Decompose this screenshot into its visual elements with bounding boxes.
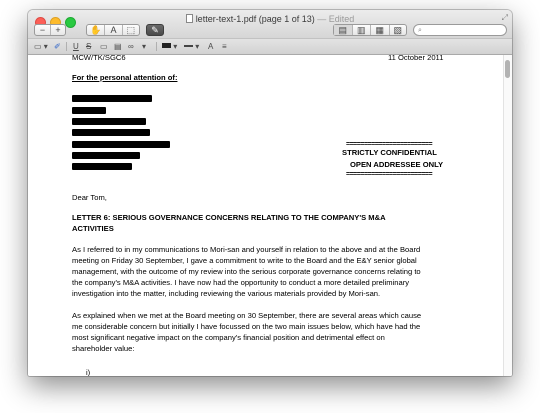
text-select-button[interactable]: A bbox=[104, 25, 121, 35]
fullscreen-icon[interactable]: ⤢ bbox=[501, 13, 508, 22]
title-bar bbox=[28, 10, 512, 38]
preview-window bbox=[28, 10, 512, 376]
letter-heading-line-2: ACTIVITIES bbox=[72, 224, 114, 233]
zoom-in-button[interactable]: + bbox=[50, 25, 65, 35]
strikethrough-button[interactable]: S bbox=[86, 42, 92, 51]
list-icon[interactable]: ≡ bbox=[222, 42, 227, 51]
view-continuous-button[interactable]: ▦ bbox=[370, 25, 389, 35]
search-field[interactable] bbox=[413, 24, 507, 36]
pdf-page bbox=[72, 55, 472, 376]
rect-select-button[interactable]: ⬚ bbox=[122, 25, 139, 35]
annotate-toggle-button[interactable]: ✎ bbox=[146, 24, 164, 36]
highlight-icon[interactable]: ✐ bbox=[54, 42, 61, 51]
redacted-address-line bbox=[72, 107, 106, 114]
border-color-chevron: ▾ bbox=[173, 42, 178, 51]
addressee-only-label: OPEN ADDRESSEE ONLY bbox=[350, 160, 444, 169]
paragraph-line: As I referred to in my communications to Mori-san and yourself in relation to the above and at the Board bbox=[72, 245, 421, 254]
paragraph-line: the company's M&A activities. I have now had the opportunity to conduct a more detailed preliminary bbox=[72, 278, 410, 287]
letter-heading-line-1: LETTER 6: SERIOUS GOVERNANCE CONCERNS RELATING TO THE COMPANY'S M&A bbox=[72, 213, 386, 222]
view-contact-sheet-button[interactable]: ▧ bbox=[389, 25, 407, 35]
paragraph-line: meeting on Friday 30 September, I gave a commitment to write to the Board and the E&Y senior global bbox=[72, 256, 417, 265]
greeting: Dear Tom, bbox=[72, 193, 107, 202]
paragraph-line: me considerable concern but initially I have focussed on the two main issues below, which have had the bbox=[72, 322, 421, 331]
confidential-rule-top: ======================== bbox=[346, 141, 433, 148]
zoom-control bbox=[34, 24, 66, 36]
document-viewport[interactable] bbox=[28, 55, 512, 376]
shapes-menu[interactable]: ▭ ▾ bbox=[34, 42, 48, 51]
redacted-address-line bbox=[72, 129, 150, 136]
tool-selector bbox=[86, 24, 140, 36]
link-button[interactable]: ∞ bbox=[128, 42, 134, 51]
view-single-button[interactable]: ▤ bbox=[334, 25, 352, 35]
color-menu[interactable]: ▾ bbox=[142, 42, 147, 51]
paragraph-line: As explained when we met at the Board meeting on 30 September, there are several areas which cause bbox=[72, 311, 422, 320]
redacted-address-line bbox=[72, 141, 170, 148]
hand-tool-button[interactable]: ✋ bbox=[90, 24, 102, 35]
redacted-address-line bbox=[72, 163, 132, 170]
paragraph-line: management, with the outcome of my review into the serious corporate governance concerns relating to bbox=[72, 267, 421, 276]
reference-number: MCW/TK/SGC6 bbox=[72, 55, 126, 62]
letter-date: 11 October 2011 bbox=[388, 55, 444, 62]
view-mode-selector bbox=[333, 24, 407, 36]
redacted-address-line bbox=[72, 95, 152, 102]
attention-line: For the personal attention of: bbox=[72, 73, 178, 82]
document-icon bbox=[186, 14, 193, 23]
confidential-label: STRICTLY CONFIDENTIAL bbox=[342, 148, 437, 157]
font-button[interactable]: A bbox=[208, 42, 214, 51]
vertical-scrollbar[interactable] bbox=[503, 55, 512, 376]
scrollbar-thumb[interactable] bbox=[505, 60, 510, 78]
view-double-button[interactable]: ▥ bbox=[352, 25, 371, 35]
paragraph-line: investigation into the matter, including reviewing the various materials provided by Mori-san. bbox=[72, 289, 381, 298]
redacted-address-line bbox=[72, 118, 146, 125]
text-box-button[interactable]: ▭ bbox=[100, 42, 108, 51]
paragraph-line: most significant negative impact on the company's financial position and detrimental effect on bbox=[72, 333, 385, 342]
border-color-menu[interactable] bbox=[162, 40, 177, 53]
annotation-toolbar bbox=[28, 38, 512, 55]
note-button[interactable]: ▤ bbox=[114, 42, 122, 51]
list-marker: i) bbox=[86, 368, 91, 376]
underline-button[interactable]: U bbox=[73, 42, 79, 51]
redacted-address-line bbox=[72, 152, 140, 159]
paragraph-line: shareholder value: bbox=[72, 344, 135, 353]
line-style-chevron: ▾ bbox=[195, 42, 200, 51]
line-style-menu[interactable] bbox=[184, 40, 199, 53]
zoom-out-button[interactable]: − bbox=[39, 25, 46, 35]
search-icon: ⌕ bbox=[418, 27, 422, 34]
window-title-text: letter-text-1.pdf (page 1 of 13) bbox=[195, 14, 315, 24]
confidential-rule-bottom: ======================== bbox=[346, 171, 433, 178]
edited-status: — Edited bbox=[317, 14, 355, 24]
